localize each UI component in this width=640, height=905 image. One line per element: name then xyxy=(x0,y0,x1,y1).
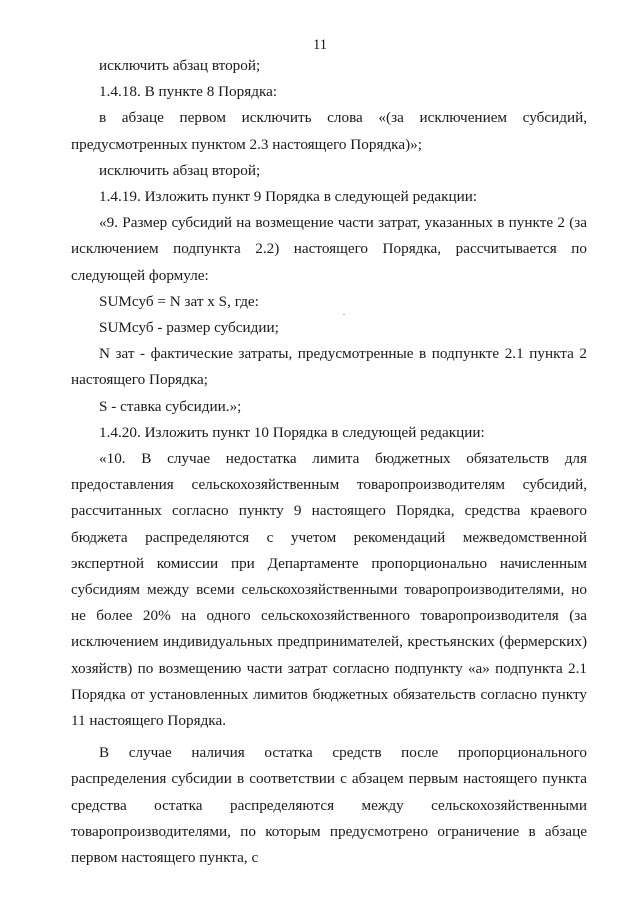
paragraph-formula: SUMсуб = N зат x S, где: xyxy=(99,292,259,310)
paragraph-1-4-19: 1.4.19. Изложить пункт 9 Порядка в следующей редакции: xyxy=(99,188,478,206)
paragraph-1-4-20: 1.4.20. Изложить пункт 10 Порядка в следующей редакции: xyxy=(99,423,485,441)
paragraph-exclude-second-2: исключить абзац второй; xyxy=(99,161,261,179)
paragraph-exclude-second-1: исключить абзац второй; xyxy=(99,57,261,74)
paragraph-1-4-18: 1.4.18. В пункте 8 Порядка: xyxy=(99,83,278,101)
page-number: 11 xyxy=(313,37,327,53)
paragraph-remainder: В случае наличия остатка средств после пропорционального распределения субсидии в соответствии с абзацем первым настоящего пункта средства остатка распределяются между сельскохозяйственными товаропроизводителями, по которым предусмотрено ограничение в абзаце первом настоящего пункта, с xyxy=(71,744,587,867)
paragraph-n-definition: N зат - фактические затраты, предусмотренные в подпункте 2.1 пункта 2 настоящего Порядка; xyxy=(71,345,587,389)
document-body xyxy=(71,53,587,871)
scan-speck xyxy=(343,314,345,315)
paragraph-point-9: «9. Размер субсидий на возмещение части затрат, указанных в пункте 2 (за исключением подпункта 2.2) настоящего Порядка, рассчитывается по следующей формуле: xyxy=(71,214,587,284)
paragraph-exclude-words: в абзаце первом исключить слова «(за исключением субсидий, предусмотренных пунктом 2.3 настоящего Порядка)»; xyxy=(71,109,587,153)
paragraph-sum-definition: SUMсуб - размер субсидии; xyxy=(99,319,279,337)
paragraph-s-definition: S - ставка субсидии.»; xyxy=(99,397,242,415)
paragraph-point-10: «10. В случае недостатка лимита бюджетных обязательств для предоставления сельскохозяйственным товаропроизводителям субсидий, рассчитанных согласно пункту 9 настоящего Порядка, средства краевого бюджета распределяются с учетом рекомендаций межведомственной экспертной комиссии при Департаменте пропорционально начисленным субсидиям между всеми сельскохозяйственными товаропроизводителями, но не более 20% на одного сельскохозяйственного товаропроизводителя (за исключением индивидуальных предпринимателей, крестьянских (фермерских) хозяйств) по возмещению части затрат согласно подпункту «а» подпункта 2.1 Порядка от установленных лимитов бюджетных обязательств согласно пункту 11 настоящего Порядка. xyxy=(71,450,587,730)
